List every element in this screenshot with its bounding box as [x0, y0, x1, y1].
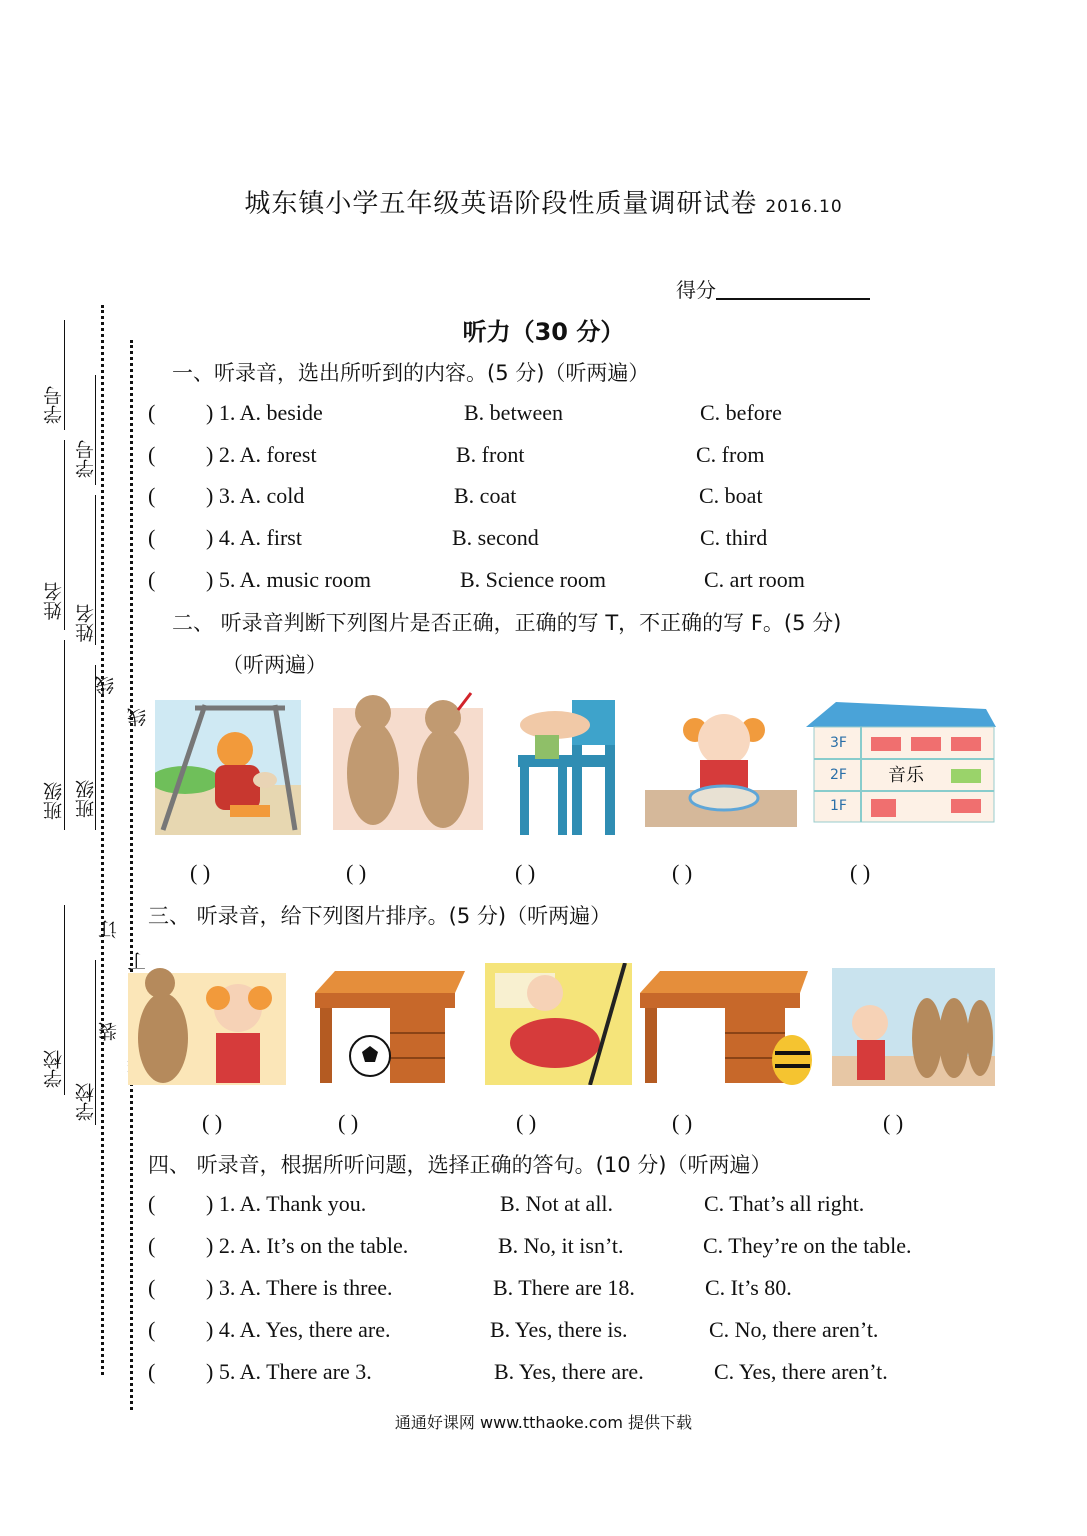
binding-pack-mark: 装 — [98, 1022, 120, 1041]
sec4-q2-c: C. They’re on the table. — [703, 1233, 912, 1258]
sec4-q5-paren[interactable]: ( — [148, 1359, 156, 1384]
student-id-blank-2[interactable] — [95, 375, 96, 485]
binding-line-mark-2: 线 — [127, 708, 149, 727]
sec4-q3-c: C. It’s 80. — [705, 1275, 792, 1300]
sec4-q3-b: B. There are 18. — [493, 1275, 635, 1300]
girl-bowl-picture — [645, 705, 797, 827]
sec3-heading: 三、 听录音，给下列图片排序。(5 分)（听两遍） — [148, 904, 612, 928]
student-id-label: 学号 — [43, 386, 65, 424]
sec1-q4-b: B. second — [452, 525, 539, 550]
sec1-heading: 一、听录音，选出所听到的内容。(5 分)（听两遍） — [172, 361, 650, 385]
music-room-label: 音乐 — [888, 765, 924, 786]
title-date: 2016.10 — [765, 197, 843, 217]
sec4-q2-paren[interactable]: ( — [148, 1233, 156, 1258]
sec1-q1-paren[interactable]: ( — [148, 400, 156, 425]
sec4-q5-b: B. Yes, there are. — [494, 1359, 644, 1384]
floor-3f: 3F — [830, 735, 847, 751]
school-label: 学校 — [43, 1050, 65, 1088]
sec1-q3-a: ) 3. A. cold — [206, 483, 305, 508]
sec1-q5-b: B. Science room — [460, 567, 607, 592]
score-blank[interactable] — [716, 298, 870, 300]
student-id-label-2: 学号 — [75, 440, 97, 478]
binding-staple-mark: 订 — [98, 920, 120, 939]
desk-schoolbag-picture — [640, 968, 815, 1086]
sec3-answer-3[interactable]: ( ) — [516, 1110, 537, 1135]
sec4-q1-paren[interactable]: ( — [148, 1191, 156, 1216]
sec1-q3-b: B. coat — [454, 483, 517, 508]
sec1-q2-a: ) 2. A. forest — [206, 442, 317, 467]
binding-dotted-line-inner — [130, 340, 133, 1410]
name-label: 姓名 — [43, 582, 65, 620]
sec2-answer-5[interactable]: ( ) — [850, 860, 871, 885]
score-label: 得分 — [676, 278, 716, 302]
name-label-2: 姓名 — [75, 604, 97, 642]
sec2-heading-2: （听两遍） — [222, 653, 327, 677]
sec1-q4-paren[interactable]: ( — [148, 525, 156, 550]
class-label: 班级 — [43, 782, 65, 820]
binding-dotted-line-outer — [101, 305, 104, 1375]
sec1-q3-paren[interactable]: ( — [148, 483, 156, 508]
class-blank[interactable] — [64, 640, 65, 830]
sec2-answer-4[interactable]: ( ) — [672, 860, 693, 885]
sec3-answer-5[interactable]: ( ) — [883, 1110, 904, 1135]
sec1-q5-a: ) 5. A. music room — [206, 567, 371, 592]
sec2-answer-3[interactable]: ( ) — [515, 860, 536, 885]
sec4-q4-b: B. Yes, there is. — [490, 1317, 628, 1342]
sec1-q2-c: C. from — [696, 442, 765, 467]
sec1-q3-c: C. boat — [699, 483, 763, 508]
sec4-q2-b: B. No, it isn’t. — [498, 1233, 624, 1258]
sec1-q4-a: ) 4. A. first — [206, 525, 302, 550]
sec4-q4-a: ) 4. A. Yes, there are. — [206, 1317, 391, 1342]
page-title — [0, 183, 1087, 220]
desk-ball-picture — [305, 968, 468, 1086]
listening-title: 听力（30 分） — [462, 318, 625, 346]
student-id-blank[interactable] — [64, 320, 65, 430]
sec4-q1-c: C. That’s all right. — [704, 1191, 865, 1216]
sec4-q4-c: C. No, there aren’t. — [709, 1317, 879, 1342]
sec2-answer-1[interactable]: ( ) — [190, 860, 211, 885]
sec1-q1-a: ) 1. A. beside — [206, 400, 323, 425]
sec1-q2-paren[interactable]: ( — [148, 442, 156, 467]
name-blank-2[interactable] — [95, 495, 96, 645]
sec1-q5-c: C. art room — [704, 567, 805, 592]
sec4-q3-a: ) 3. A. There is three. — [206, 1275, 393, 1300]
sec4-q2-a: ) 2. A. It’s on the table. — [206, 1233, 409, 1258]
sec4-q5-c: C. Yes, there aren’t. — [714, 1359, 888, 1384]
sec4-q3-paren[interactable]: ( — [148, 1275, 156, 1300]
girl-three-bears-picture — [832, 968, 995, 1086]
sec1-q5-paren[interactable]: ( — [148, 567, 156, 592]
sec1-q1-c: C. before — [700, 400, 782, 425]
sec2-answer-2[interactable]: ( ) — [346, 860, 367, 885]
school-blank-2[interactable] — [95, 960, 96, 1125]
footer-credit: 通通好课网 www.tthaoke.com 提供下载 — [394, 1413, 693, 1432]
sec1-q4-c: C. third — [700, 525, 768, 550]
bear-girl-scared-picture — [128, 963, 286, 1085]
bears-picture — [333, 688, 483, 830]
chair-picture — [510, 695, 622, 835]
binding-line-mark: 线 — [95, 676, 117, 695]
sec1-q1-b: B. between — [464, 400, 563, 425]
sec4-q5-a: ) 5. A. There are 3. — [206, 1359, 372, 1384]
sec3-answer-2[interactable]: ( ) — [338, 1110, 359, 1135]
sec4-q4-paren[interactable]: ( — [148, 1317, 156, 1342]
sec2-heading: 二、 听录音判断下列图片是否正确，正确的写 T，不正确的写 F。(5 分) — [172, 611, 842, 635]
swing-picture — [155, 700, 301, 835]
title-text: 城东镇小学五年级英语阶段性质量调研试卷 — [244, 189, 758, 219]
sec4-q1-b: B. Not at all. — [500, 1191, 614, 1216]
name-blank[interactable] — [64, 440, 65, 630]
school-label-2: 学校 — [75, 1083, 97, 1121]
girl-in-bed-picture — [485, 963, 632, 1085]
sec3-answer-4[interactable]: ( ) — [672, 1110, 693, 1135]
floor-2f: 2F — [830, 767, 847, 783]
class-label-2: 班级 — [75, 780, 97, 818]
sec3-answer-1[interactable]: ( ) — [202, 1110, 223, 1135]
sec4-q1-a: ) 1. A. Thank you. — [206, 1191, 367, 1216]
sec1-q2-b: B. front — [456, 442, 525, 467]
binding-staple-mark-2: 丁 — [127, 952, 149, 971]
sec4-heading: 四、 听录音，根据所听问题，选择正确的答句。(10 分)（听两遍） — [148, 1153, 772, 1177]
floor-1f: 1F — [830, 798, 847, 814]
school-blank[interactable] — [64, 905, 65, 1095]
